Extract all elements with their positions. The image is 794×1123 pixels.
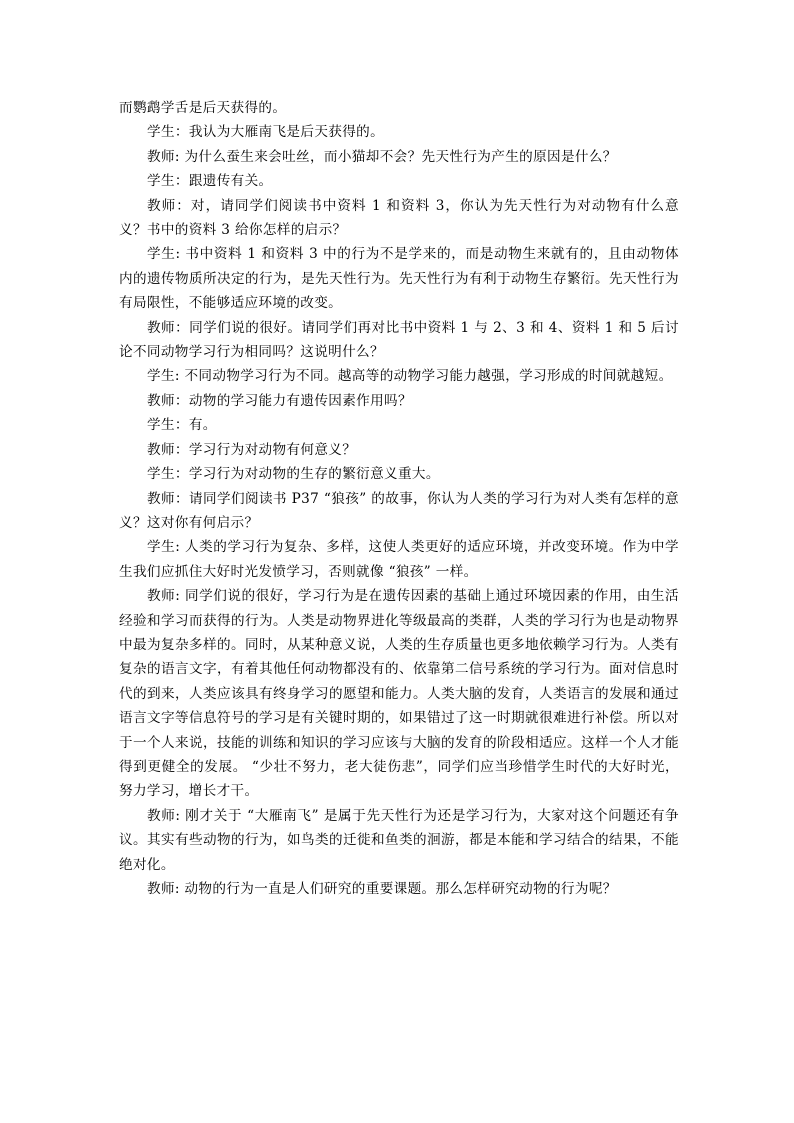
paragraph: 教师: 为什么蚕生来会吐丝，而小猫却不会？先天性行为产生的原因是什么？ — [147, 148, 617, 165]
paragraph: 学生: 人类的学习行为复杂、多样，这使人类更好的适应环境，并改变环境。作为中学生我们应抓住大好时光发愤学习，否则就像 “狼孩” 一样。 — [119, 539, 679, 580]
paragraph: 教师: 动物的行为一直是人们研究的重要课题。那么怎样研究动物的行为呢？ — [147, 881, 617, 897]
paragraph: 教师: 刚才关于 “大雁南飞” 是属于先天性行为还是学习行为，大家对这个问题还有争议。其实有些动物的行为，如鸟类的迁徙和鱼类的洄游，都是本能和学习结合的结果，不能绝对化。 — [119, 807, 679, 873]
paragraph: 学生：学习行为对动物的生存的繁衍意义重大。 — [147, 466, 440, 483]
paragraph: 学生：我认为大雁南飞是后天获得的。 — [147, 124, 385, 141]
paragraph: 学生：跟遗传有关。 — [147, 173, 273, 190]
paragraph: 教师：动物的学习能力有遗传因素作用吗？ — [147, 392, 412, 409]
paragraph: 学生: 不同动物学习行为不同。越高等的动物学习能力越强，学习形成的时间就越短。 — [147, 368, 673, 385]
paragraph: 学生: 书中资料 1 和资料 3 中的行为不是学来的，而是动物生来就有的，且由动物体内的遗传物质所决定的行为，是先天性行为。先天性行为有利于动物生存繁衍。先天性行为有局限性，不能够适应环境的改变。 — [119, 246, 679, 312]
paragraph: 学生：有。 — [147, 417, 217, 434]
paragraph: 教师：请同学们阅读书 P37 “狼孩” 的故事，你认为人类的学习行为对人类有怎样的意义？这对你有何启示？ — [119, 490, 679, 531]
paragraph: 教师：同学们说的很好。请同学们再对比书中资料 1 与 2、3 和 4、资料 1 和 5 后讨论不同动物学习行为相同吗？这说明什么？ — [119, 319, 679, 361]
paragraph: 教师：学习行为对动物有何意义？ — [147, 441, 357, 458]
paragraph: 而鹦鹉学舌是后天获得的。 — [119, 100, 287, 116]
paragraph: 教师：对，请同学们阅读书中资料 1 和资料 3，你认为先天性行为对动物有什么意义？书中的资料 3 给你怎样的启示？ — [119, 197, 679, 239]
paragraph: 教师: 同学们说的很好，学习行为是在遗传因素的基础上通过环境因素的作用，由生活经验和学习而获得的行为。人类是动物界进化等级最高的类群，人类的学习行为也是动物界中最为复杂多样的。同时，从某种意义说，人类的生存质量也更多地依赖学习行为。人类有复杂的语言文字，有着其他任何动物都没有的、依靠第二信号系统的学习行为。面对信息时代的到来，人类应该具有终身学习的愿望和能力。人类大脑的发育，人类语言的发展和通过语言文字等信息符号的学习是有关键时期的，如果错过了这一时期就很难进行补偿。所以对于一个人来说，技能的训练和知识的学习应该与大脑的发育的阶段相适应。这样一个人才能得到更健全的发展。 “少壮不努力，老大徒伤悲”，同学们应当珍惜学生时代的大好时光，努力学习，增长才干。 — [119, 588, 679, 800]
document-body — [119, 96, 679, 901]
